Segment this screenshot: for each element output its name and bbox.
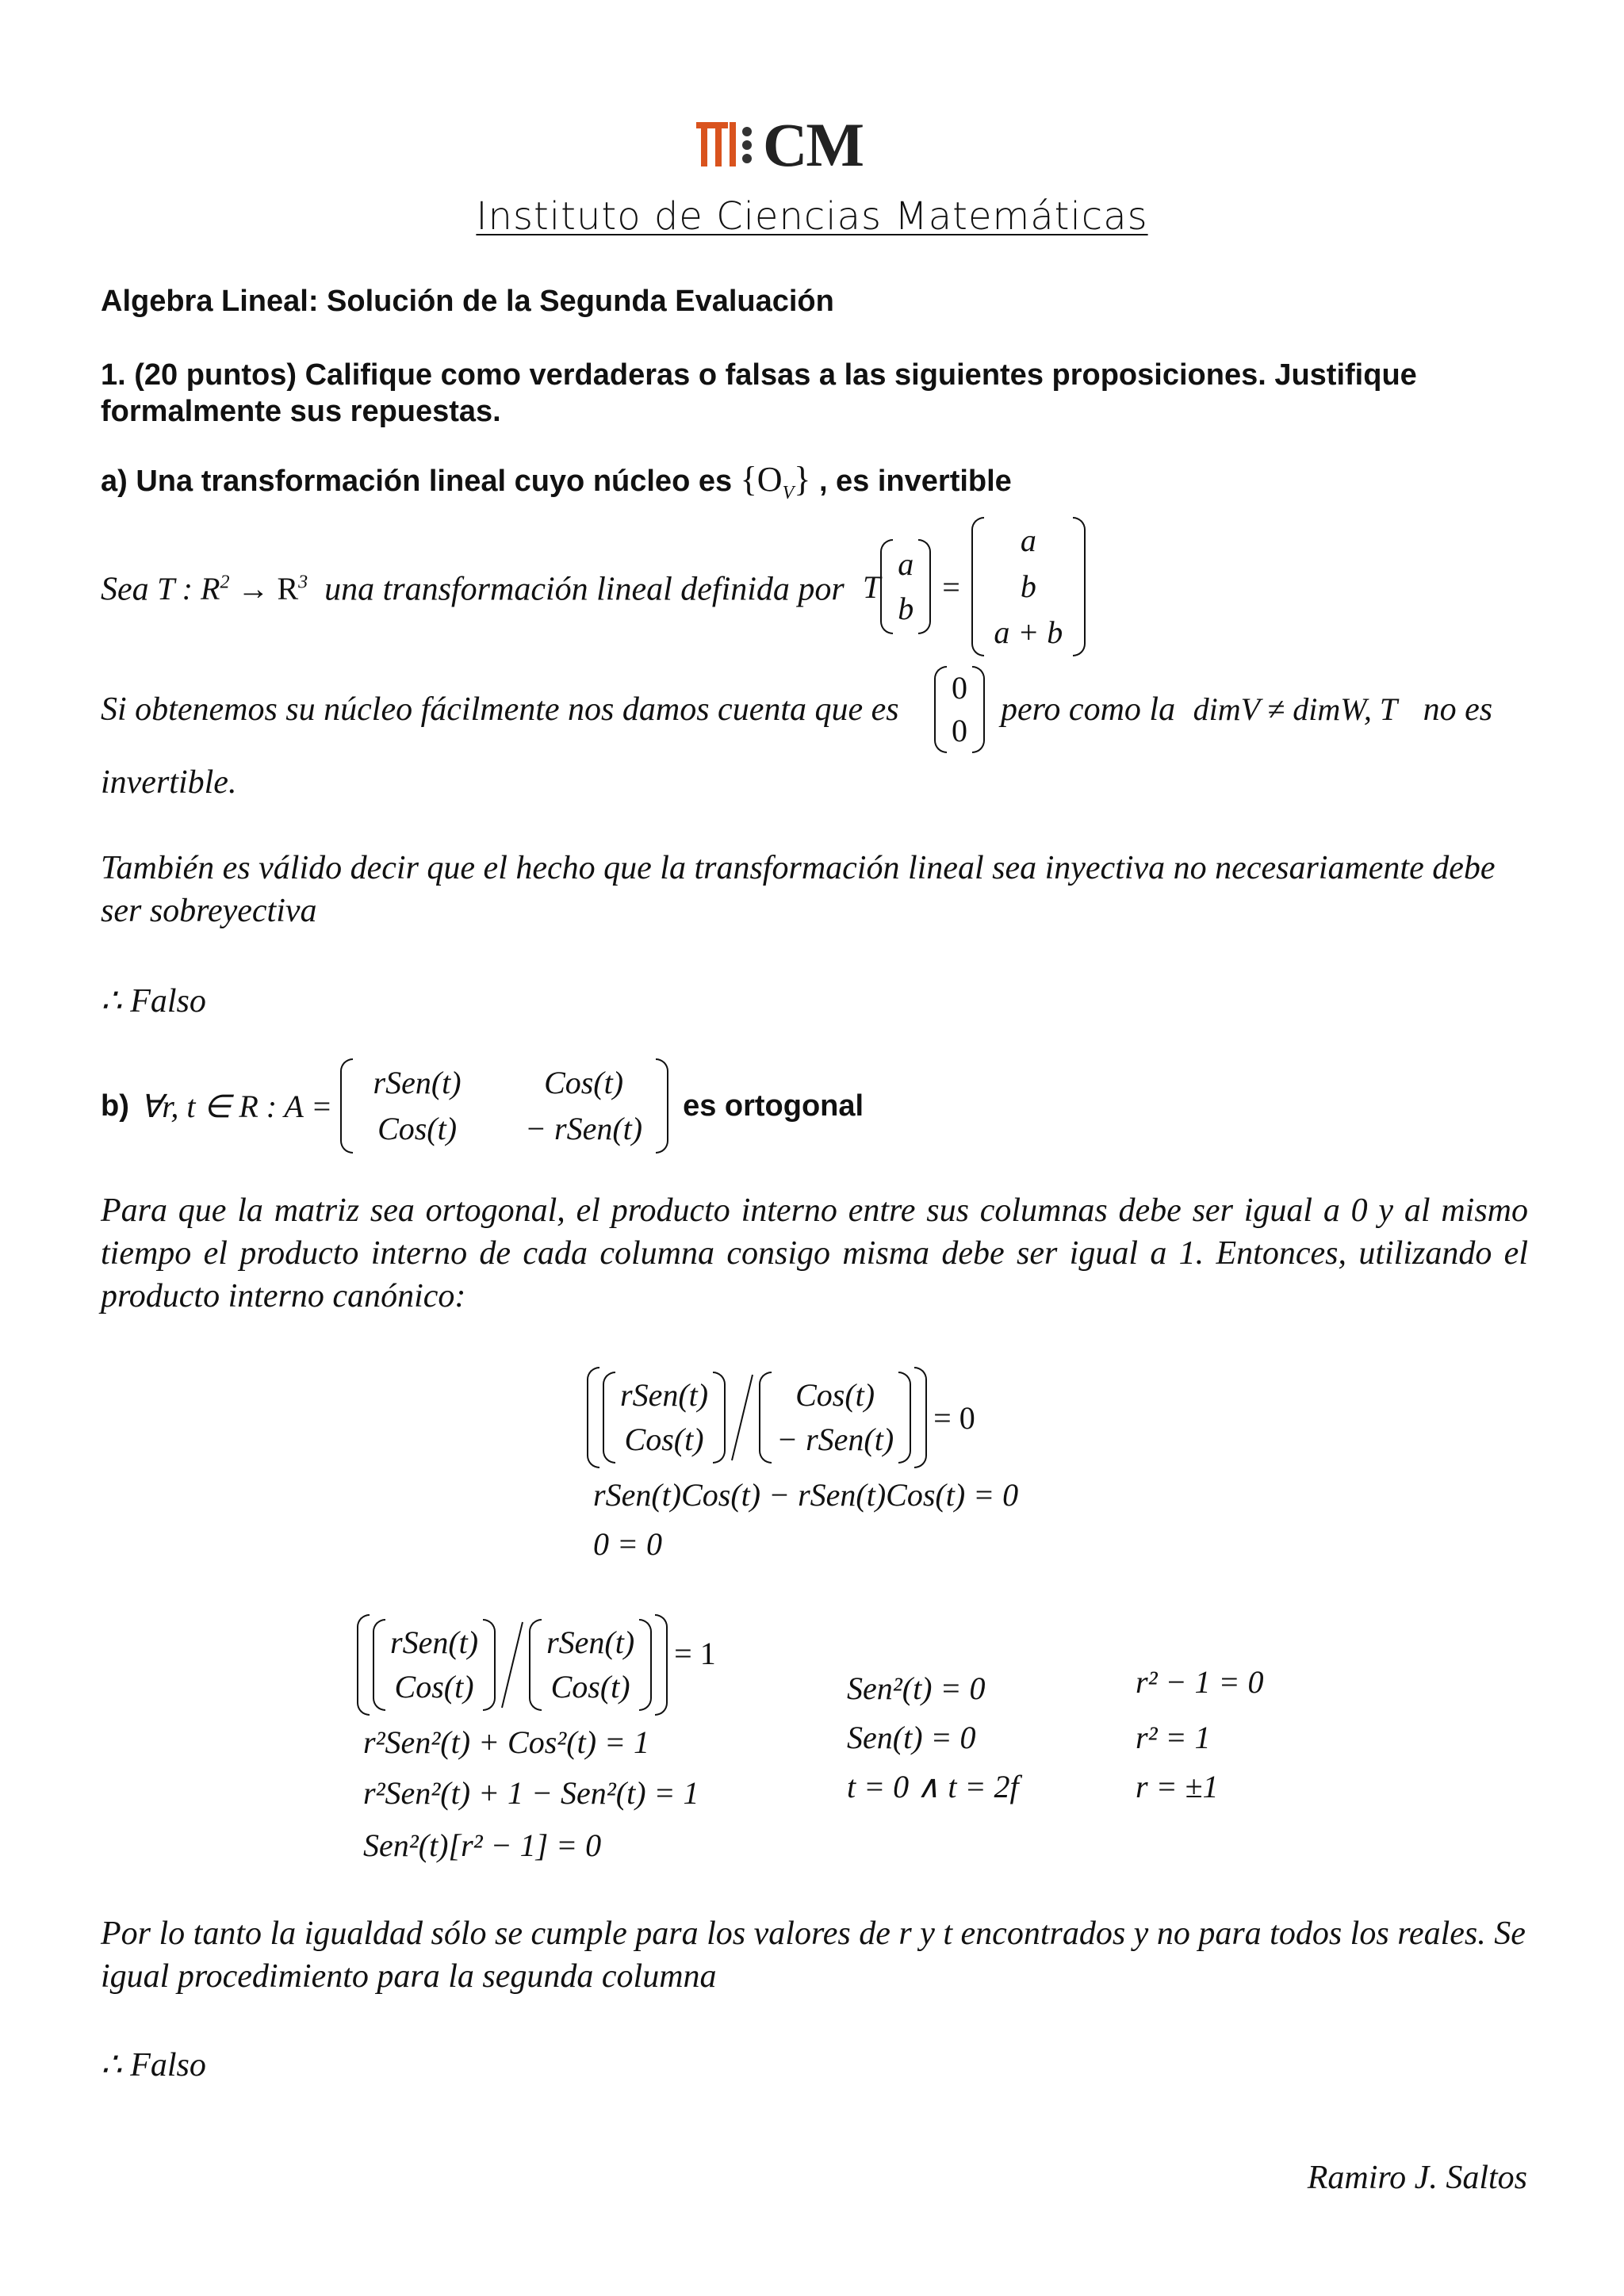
si-text: Si obtenemos su núcleo fácilmente nos damos cuenta que es xyxy=(101,691,899,728)
def-text: una transformación lineal definida por xyxy=(324,571,845,608)
ip1-right-bottom: − rSen(t) xyxy=(776,1422,894,1457)
item-b-conclusion: ∴ Falso xyxy=(101,2047,206,2084)
item-a-conclusion: ∴ Falso xyxy=(101,983,206,1020)
icm-logo xyxy=(695,110,925,179)
kernel-line xyxy=(101,688,899,731)
ip2-right-bottom: Cos(t) xyxy=(550,1669,630,1705)
question-1-prompt: 1. (20 puntos) Califique como verdaderas o falsas a las siguientes proposiciones. Justifique formalmente sus repuestas. xyxy=(101,358,1417,428)
ip1-right-vector xyxy=(759,1372,911,1464)
sea-word: Sea xyxy=(101,571,149,608)
output-vector xyxy=(971,517,1086,656)
zero-vector-top: 0 xyxy=(952,670,967,706)
ip1-outer xyxy=(587,1367,927,1468)
zero-vector-bottom: 0 xyxy=(952,713,967,748)
ip2-line-3: r²Sen²(t) + 1 − Sen²(t) = 1 xyxy=(363,1775,699,1811)
ip2-left-vector xyxy=(373,1619,496,1711)
pero-text: pero como la xyxy=(1001,691,1176,728)
ip1-right-top: Cos(t) xyxy=(795,1377,875,1413)
ip1-line-3: 0 = 0 xyxy=(593,1526,662,1562)
institute-title-text: Instituto de Ciencias Matemáticas xyxy=(476,194,1148,239)
input-vector xyxy=(880,539,931,634)
map-arrow: → R xyxy=(229,571,299,607)
comma-t: , T xyxy=(1363,691,1398,727)
t-symbol: T xyxy=(863,568,881,605)
item-b-label: b) xyxy=(101,1089,129,1123)
matrix-a-12: Cos(t) xyxy=(544,1065,624,1100)
no-es: no es xyxy=(1423,691,1493,728)
t-mapping xyxy=(863,515,1086,658)
input-vector-b: b xyxy=(898,591,914,626)
map-sup3: 3 xyxy=(298,572,308,593)
col3-line-1: r² − 1 = 0 xyxy=(1136,1664,1264,1700)
ip2-left-top: rSen(t) xyxy=(390,1624,479,1660)
item-a-text-post: , es invertible xyxy=(818,465,1012,498)
col2-line-2: Sen(t) = 0 xyxy=(847,1720,976,1755)
dim-line xyxy=(1001,688,1492,731)
map-expr xyxy=(157,571,308,607)
ip1-result: = 0 xyxy=(933,1399,975,1436)
ip2-line-4: Sen²(t)[r² − 1] = 0 xyxy=(363,1827,602,1863)
col2-line-1: Sen²(t) = 0 xyxy=(847,1670,986,1706)
item-a-text-pre: a) Una transformación lineal cuyo núcleo es xyxy=(101,465,733,498)
kernel-set xyxy=(740,460,811,503)
sea-line xyxy=(101,561,845,610)
ip2-line-2: r²Sen²(t) + Cos²(t) = 1 xyxy=(363,1724,650,1760)
output-vector-sum: a + b xyxy=(994,614,1063,650)
kernel-open: {O xyxy=(740,460,783,499)
item-a-statement xyxy=(101,461,1012,511)
col3-line-3: r = ±1 xyxy=(1136,1769,1219,1804)
inner-product-2 xyxy=(357,1609,716,1720)
map-sup2: 2 xyxy=(220,572,230,593)
ip1-left-bottom: Cos(t) xyxy=(624,1422,704,1457)
icm-logo-text: CM xyxy=(763,110,863,179)
institute-title xyxy=(0,194,1624,239)
ip1-line-2: rSen(t)Cos(t) − rSen(t)Cos(t) = 0 xyxy=(593,1477,1019,1513)
matrix-a xyxy=(340,1058,668,1154)
ip1-left-top: rSen(t) xyxy=(620,1377,709,1413)
output-vector-b: b xyxy=(1020,568,1036,604)
ip2-right-top: rSen(t) xyxy=(546,1624,635,1660)
ip2-outer xyxy=(357,1614,668,1716)
input-vector-a: a xyxy=(898,546,914,582)
matrix-a-11: rSen(t) xyxy=(373,1065,462,1100)
map-r: T : R xyxy=(157,571,220,607)
item-b-statement xyxy=(101,1054,864,1158)
por-lo-tanto-paragraph: Por lo tanto la igualdad sólo se cumple para los valores de r y t encontrados y no para todos los reales. Se igual procedimiento para la segunda columna xyxy=(101,1915,1526,1995)
output-vector-a: a xyxy=(1020,522,1036,558)
ip2-left-bottom: Cos(t) xyxy=(394,1669,474,1705)
inner-product-1 xyxy=(587,1362,975,1473)
invertible-word: invertible. xyxy=(101,764,237,801)
ip2-slash-icon xyxy=(499,1619,526,1711)
document-title: Algebra Lineal: Solución de la Segunda Evaluación xyxy=(101,285,834,318)
icm-logo-mark-icon xyxy=(695,121,758,170)
ip1-slash-icon xyxy=(729,1372,756,1464)
dim-expression: dimV ≠ dimW xyxy=(1193,691,1364,727)
ip2-result: = 1 xyxy=(674,1635,716,1671)
zero-vector xyxy=(934,666,985,753)
kernel-sub: V xyxy=(782,482,795,503)
tambien-paragraph: También es válido decir que el hecho que la transformación lineal sea inyectiva no necesariamente debe ser sobreyectiva xyxy=(101,850,1496,929)
col3-line-2: r² = 1 xyxy=(1136,1720,1211,1755)
ip2-right-vector xyxy=(529,1619,652,1711)
col2-line-3: t = 0 ∧ t = 2f xyxy=(847,1769,1019,1804)
kernel-close: } xyxy=(794,460,811,499)
para-paragraph: Para que la matriz sea ortogonal, el producto interno entre sus columnas debe ser igual a 0 y al mismo tiempo el producto interno de cada columna consigo misma debe ser igual a 1. Entonces, utilizando el producto interno canónico: xyxy=(101,1192,1528,1314)
matrix-a-22: − rSen(t) xyxy=(525,1111,643,1146)
ip1-left-vector xyxy=(603,1372,726,1464)
matrix-a-21: Cos(t) xyxy=(377,1111,458,1146)
author-signature: Ramiro J. Saltos xyxy=(1307,2160,1527,2196)
item-b-quantifier: ∀r, t ∈ R : A = xyxy=(140,1088,333,1124)
t-equals: = xyxy=(942,568,960,605)
item-b-post: es ortogonal xyxy=(683,1089,864,1123)
